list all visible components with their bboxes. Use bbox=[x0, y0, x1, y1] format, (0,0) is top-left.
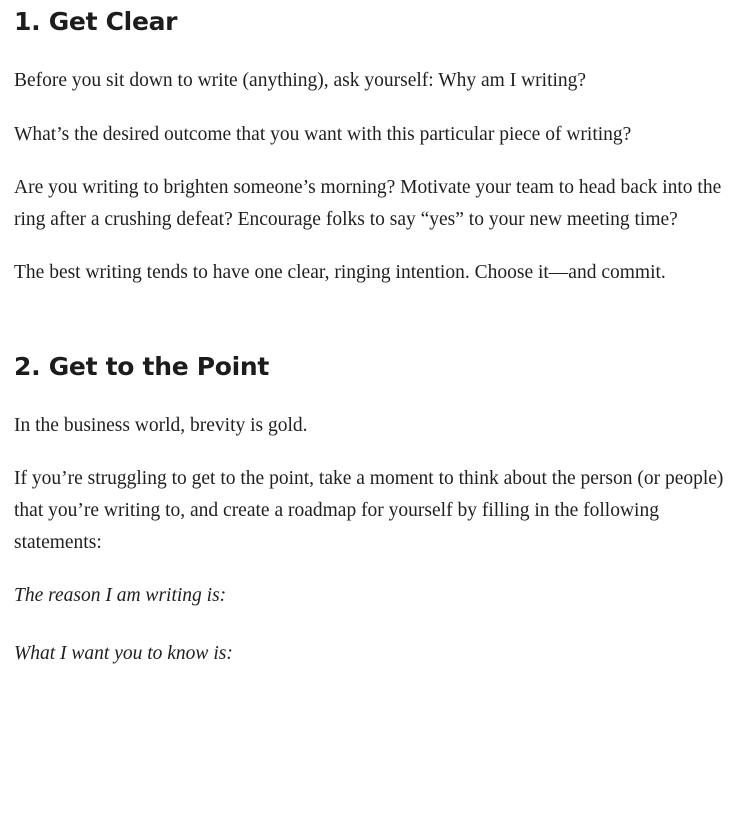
section-two-heading: 2. Get to the Point bbox=[14, 351, 270, 381]
paragraph: What’s the desired outcome that you want with this particular piece of writing? bbox=[14, 123, 632, 145]
section-two bbox=[14, 289, 736, 669]
paragraph: Are you writing to brighten someone’s morning? Motivate your team to head back into the ring after a crushing defeat? Encourage folks to say “yes” to your new meeting time? bbox=[14, 177, 722, 230]
paragraph: The best writing tends to have one clear, ringing intention. Choose it—and commit. bbox=[14, 262, 666, 284]
italic-prompt: What I want you to know is: bbox=[14, 642, 233, 664]
paragraph: If you’re struggling to get to the point, take a moment to think about the person (or people) that you’re writing to, and create a roadmap for yourself by filling in the following statements: bbox=[14, 468, 724, 553]
italic-prompt: The reason I am writing is: bbox=[14, 585, 227, 607]
section-one bbox=[14, 0, 736, 289]
paragraph: In the business world, brevity is gold. bbox=[14, 414, 308, 436]
section-one-heading: 1. Get Clear bbox=[14, 7, 178, 36]
paragraph: Before you sit down to write (anything), ask yourself: Why am I writing? bbox=[14, 70, 587, 91]
